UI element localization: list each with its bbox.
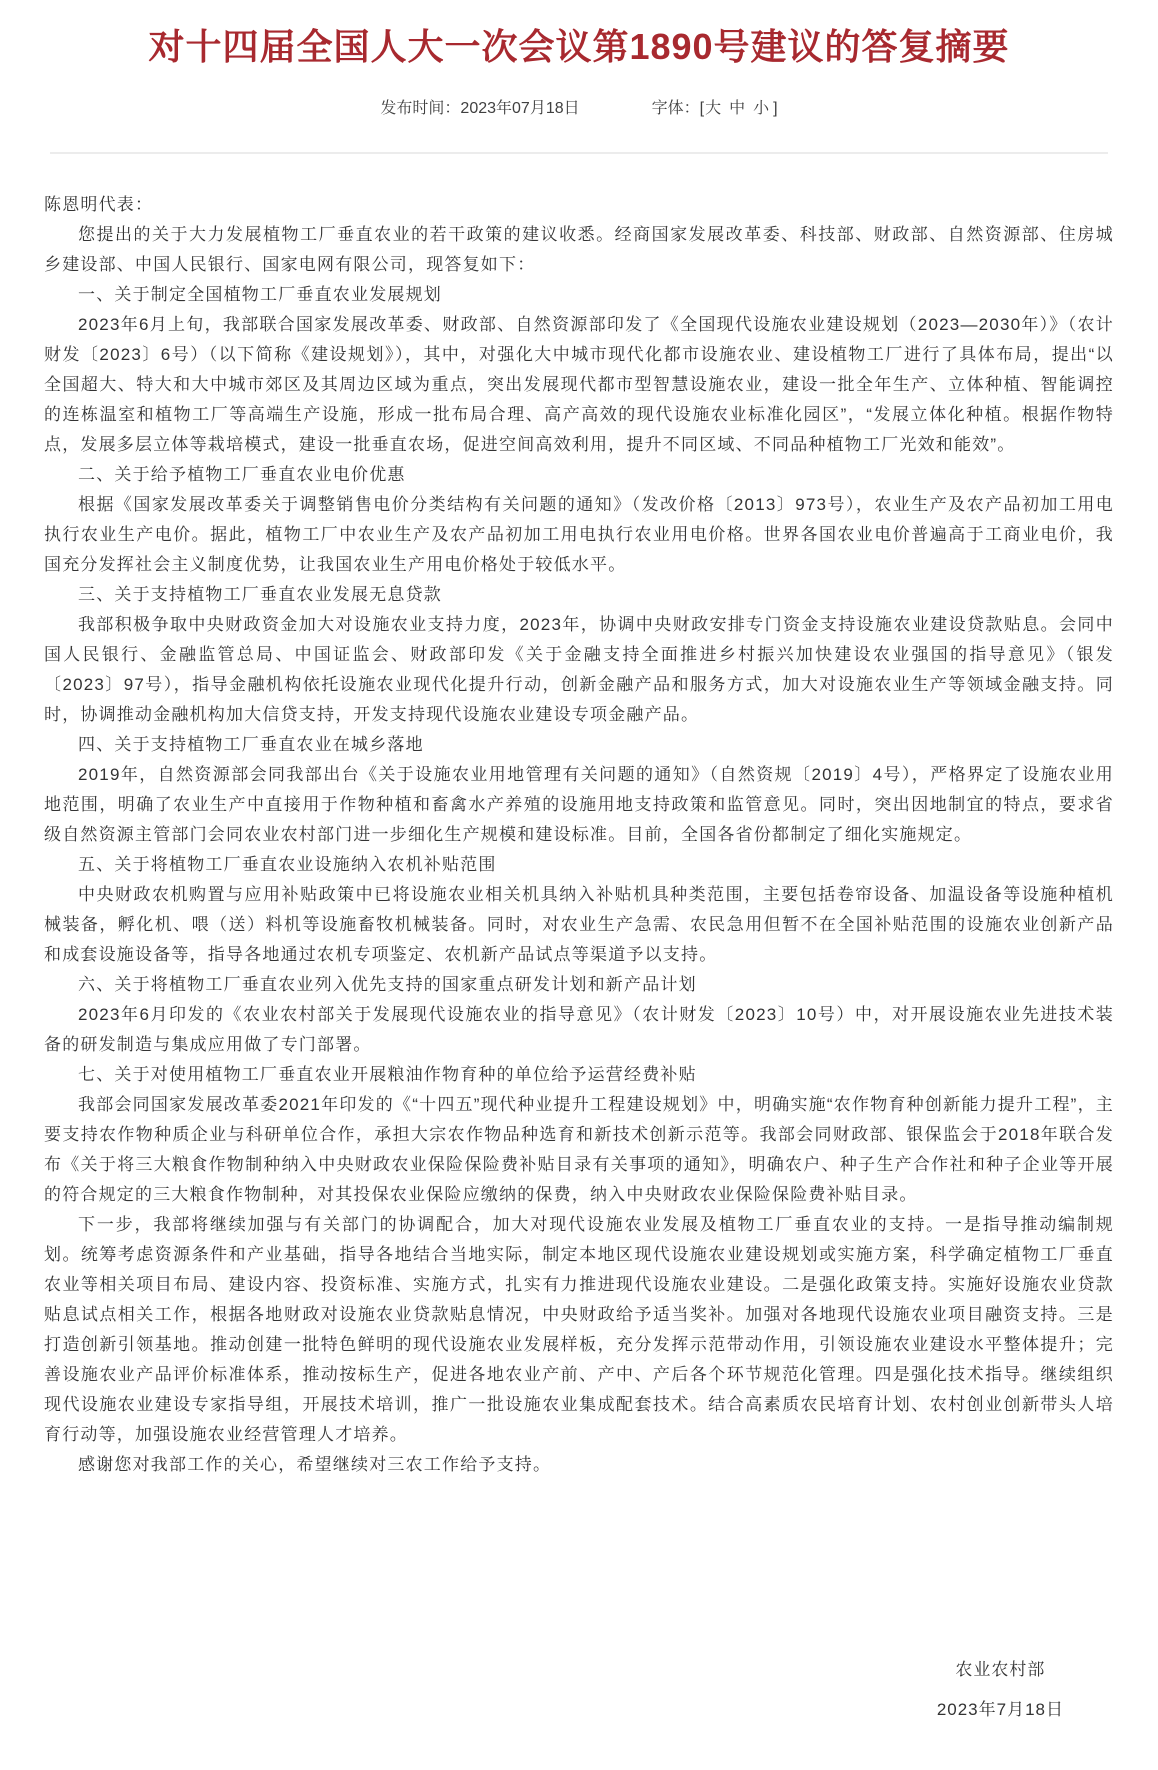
font-size-option-中[interactable]: 中 [729, 100, 746, 117]
publish-time-label: 发布时间： [380, 100, 461, 117]
section-heading: 一、关于制定全国植物工厂垂直农业发展规划 [78, 285, 442, 304]
signature-department: 农业农村部 [955, 1660, 1046, 1679]
section-heading: 七、关于对使用植物工厂垂直农业开展粮油作物育种的单位给予运营经费补贴 [78, 1065, 697, 1084]
paragraph: 您提出的关于大力发展植物工厂垂直农业的若干政策的建议收悉。经商国家发展改革委、科技部、财政部、自然资源部、住房城乡建设部、中国人民银行、国家电网有限公司，现答复如下： [44, 225, 1114, 274]
section-heading: 六、关于将植物工厂垂直农业列入优先支持的国家重点研发计划和新产品计划 [78, 975, 697, 994]
font-size-option-大[interactable]: 大 [705, 100, 722, 117]
paragraph: 根据《国家发展改革委关于调整销售电价分类结构有关问题的通知》（发改价格〔2013〕973号），农业生产及农产品初加工用电执行农业生产电价。据此，植物工厂中农业生产及农产品初加工用电执行农业用电价格。世界各国农业电价普遍高于工商业电价，我国充分发挥社会主义制度优势，让我国农业生产用电价格处于较低水平。 [44, 495, 1114, 574]
signature-inner [937, 1650, 1064, 1730]
document-body [44, 190, 1114, 1480]
section-heading: 二、关于给予植物工厂垂直农业电价优惠 [78, 465, 406, 484]
section-heading: 五、关于将植物工厂垂直农业设施纳入农机补贴范围 [78, 855, 497, 874]
paragraph: 我部会同国家发展改革委2021年印发的《“十四五”现代种业提升工程建设规划》中，明确实施“农作物育种创新能力提升工程”，主要支持农作物种质企业与科研单位合作，承担大宗农作物品种选育和新技术创新示范等。我部会同财政部、银保监会于2018年联合发布《关于将三大粮食作物制种纳入中央财政农业保险保险费补贴目录有关事项的通知》，明确农户、种子生产合作社和种子企业等开展的符合规定的三大粮食作物制种，对其投保农业保险应缴纳的保费，纳入中央财政农业保险保险费补贴目录。 [44, 1095, 1114, 1204]
paragraph: 2019年，自然资源部会同我部出台《关于设施农业用地管理有关问题的通知》（自然资规〔2019〕4号），严格界定了设施农业用地范围，明确了农业生产中直接用于作物种植和畜禽水产养殖的设施用地支持政策和监管意见。同时，突出因地制宜的特点，要求省级自然资源主管部门会同农业农村部门进一步细化生产规模和建设标准。目前，全国各省份都制定了细化实施规定。 [44, 765, 1114, 844]
paragraph: 2023年6月印发的《农业农村部关于发展现代设施农业的指导意见》（农计财发〔2023〕10号）中，对开展设施农业先进技术装备的研发制造与集成应用做了专门部署。 [44, 1005, 1114, 1054]
section-heading: 三、关于支持植物工厂垂直农业发展无息贷款 [78, 585, 442, 604]
font-size-bracket-close: ] [773, 100, 778, 117]
font-size-options [704, 100, 773, 117]
paragraph: 下一步，我部将继续加强与有关部门的协调配合，加大对现代设施农业发展及植物工厂垂直农业的支持。一是指导推动编制规划。统筹考虑资源条件和产业基础，指导各地结合当地实际，制定本地区现代设施农业建设规划或实施方案，科学确定植物工厂垂直农业等相关项目布局、建设内容、投资标准、实施方式，扎实有力推进现代设施农业建设。二是强化政策支持。实施好设施农业贷款贴息试点相关工作，根据各地财政对设施农业贷款贴息情况，中央财政给予适当奖补。加强对各地现代设施农业项目融资支持。三是打造创新引领基地。推动创建一批特色鲜明的现代设施农业发展样板，充分发挥示范带动作用，引领设施农业建设水平整体提升；完善设施农业产品评价标准体系，推动按标生产，促进各地农业产前、产中、产后各个环节规范化管理。四是强化技术指导。继续组织现代设施农业建设专家指导组，开展技术培训，推广一批设施农业集成配套技术。结合高素质农民培育计划、农村创业创新带头人培育行动等，加强设施农业经营管理人才培养。 [44, 1215, 1114, 1444]
font-size-bracket-open: [ [699, 100, 705, 117]
paragraph: 感谢您对我部工作的关心，希望继续对三农工作给予支持。 [78, 1455, 552, 1474]
signature-block [44, 1650, 1114, 1730]
salutation: 陈恩明代表： [44, 195, 154, 214]
font-size-label: 字体： [651, 100, 700, 117]
section-heading: 四、关于支持植物工厂垂直农业在城乡落地 [78, 735, 424, 754]
meta-row [44, 95, 1114, 118]
font-size-selector [652, 95, 778, 118]
paragraph: 2023年6月上旬，我部联合国家发展改革委、财政部、自然资源部印发了《全国现代设施农业建设规划（2023—2030年）》（农计财发〔2023〕6号）（以下简称《建设规划》），其中，对强化大中城市现代化都市设施农业、建设植物工厂进行了具体布局，提出“以全国超大、特大和大中城市郊区及其周边区域为重点，突出发展现代都市型智慧设施农业，建设一批全年生产、立体种植、智能调控的连栋温室和植物工厂等高端生产设施，形成一批布局合理、高产高效的现代设施农业标准化园区”，“发展立体化种植。根据作物特点，发展多层立体等栽培模式，建设一批垂直农场，促进空间高效利用，提升不同区域、不同品种植物工厂光效和能效”。 [44, 315, 1114, 454]
publish-time-value: 2023年07月18日 [460, 100, 580, 117]
header-divider [50, 152, 1108, 154]
paragraph: 中央财政农机购置与应用补贴政策中已将设施农业相关机具纳入补贴机具种类范围，主要包括卷帘设备、加温设备等设施种植机械装备，孵化机、喂（送）料机等设施畜牧机械装备。同时，对农业生产急需、农民急用但暂不在全国补贴范围的设施农业创新产品和成套设施设备等，指导各地通过农机专项鉴定、农机新产品试点等渠道予以支持。 [44, 885, 1114, 964]
paragraph: 我部积极争取中央财政资金加大对设施农业支持力度，2023年，协调中央财政安排专门资金支持设施农业建设贷款贴息。会同中国人民银行、金融监管总局、中国证监会、财政部印发《关于金融支持全面推进乡村振兴加快建设农业强国的指导意见》（银发〔2023〕97号），指导金融机构依托设施农业现代化提升行动，创新金融产品和服务方式，加大对设施农业生产等领域金融支持。同时，协调推动金融机构加大信贷支持，开发支持现代设施农业建设专项金融产品。 [44, 615, 1114, 724]
signature-date: 2023年7月18日 [936, 1700, 1064, 1719]
font-size-option-小[interactable]: 小 [753, 100, 770, 117]
publish-time [380, 95, 579, 118]
page-title: 对十四届全国人大一次会议第1890号建议的答复摘要 [148, 26, 1010, 67]
